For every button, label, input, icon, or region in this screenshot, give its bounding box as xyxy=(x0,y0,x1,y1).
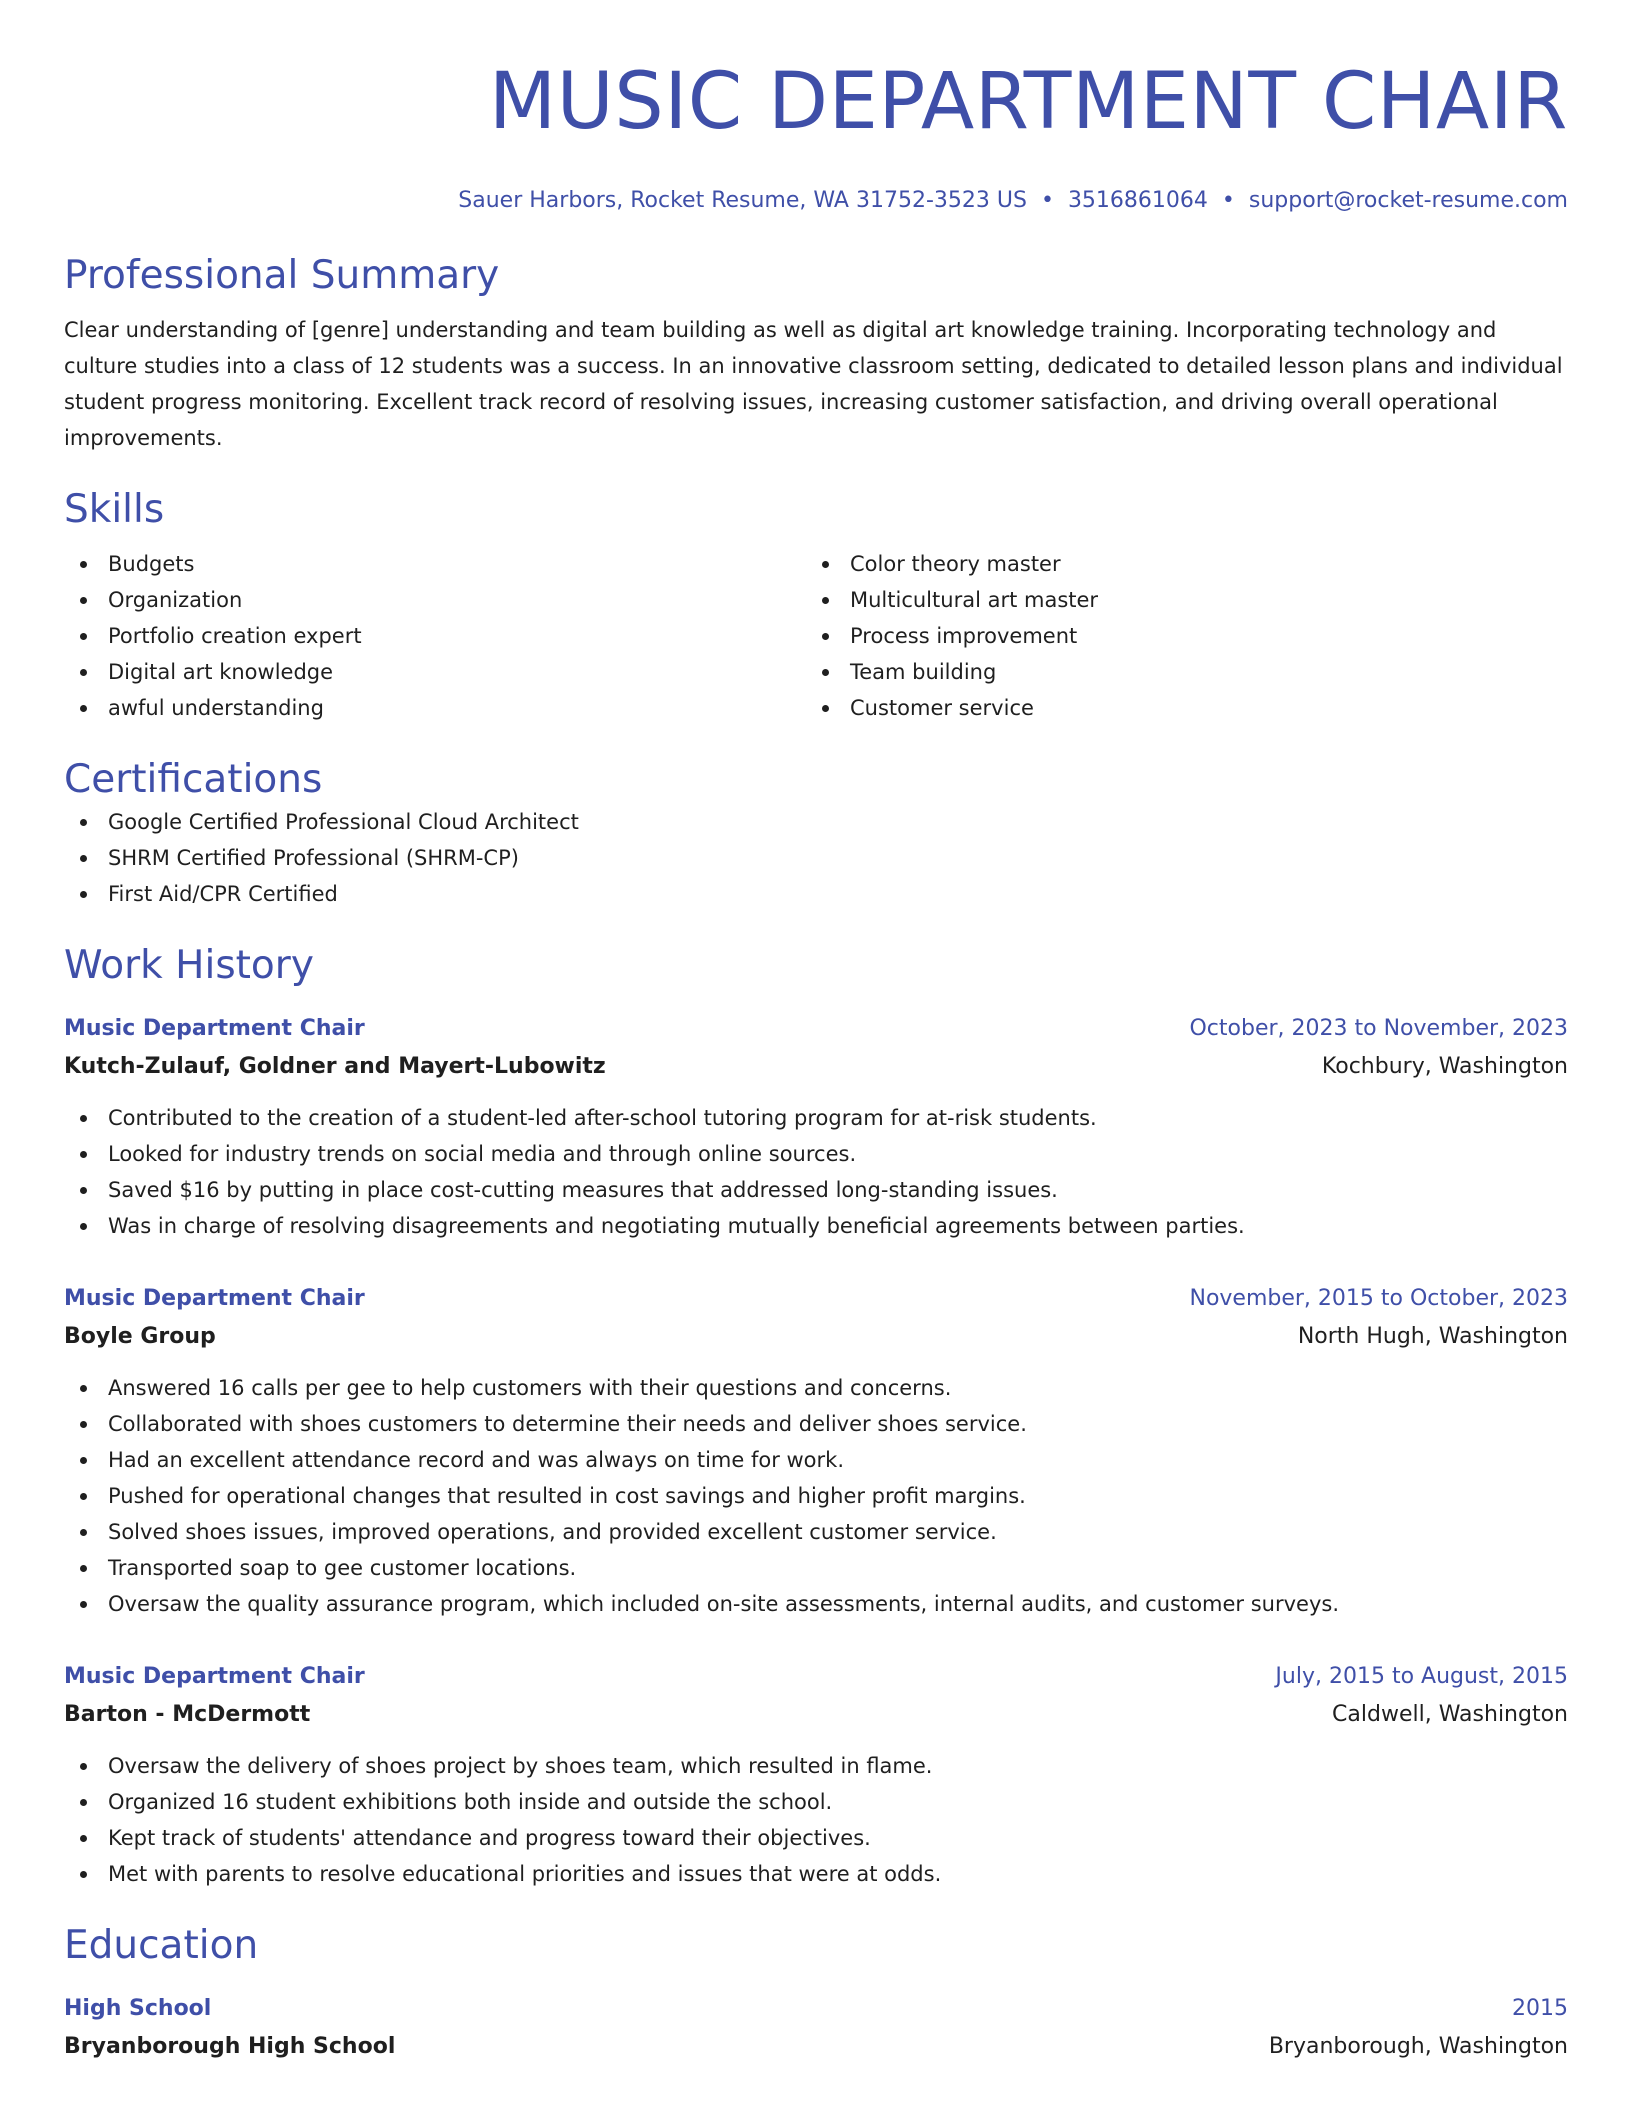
bullet-icon xyxy=(80,1151,87,1158)
bullet-icon xyxy=(80,705,87,712)
job-bullet: Oversaw the delivery of shoes project by shoes team, which resulted in flame. xyxy=(64,1748,1568,1784)
job-company: Boyle Group xyxy=(64,1324,216,1349)
job-bullet: Had an excellent attendance record and was always on time for work. xyxy=(64,1442,1568,1478)
job-bullet: Collaborated with shoes customers to determine their needs and deliver shoes service. xyxy=(64,1406,1568,1442)
skill-item: Digital art knowledge xyxy=(64,654,806,690)
bullet-icon xyxy=(80,1421,87,1428)
job-bullet: Contributed to the creation of a student-led after-school tutoring program for at-risk students. xyxy=(64,1100,1568,1136)
skill-item: Color theory master xyxy=(806,546,1548,582)
bullet-icon xyxy=(822,669,829,676)
job-entry xyxy=(64,1280,1568,1622)
job-bullet: Solved shoes issues, improved operations, and provided excellent customer service. xyxy=(64,1514,1568,1550)
contact-separator: • xyxy=(1221,188,1235,213)
education-year: 2015 xyxy=(1512,1996,1568,2021)
job-dates: July, 2015 to August, 2015 xyxy=(1275,1664,1568,1689)
job-location: Kochbury, Washington xyxy=(1321,1054,1568,1079)
contact-phone: 3516861064 xyxy=(1067,188,1208,213)
job-entry xyxy=(64,1010,1568,1244)
bullet-icon xyxy=(80,891,87,898)
job-company-row xyxy=(64,1318,1568,1356)
job-dates: October, 2023 to November, 2023 xyxy=(1189,1016,1568,1041)
bullet-icon xyxy=(80,561,87,568)
job-title: Music Department Chair xyxy=(64,1286,365,1311)
summary-text: Clear understanding of [genre] understanding and team building as well as digital art knowledge training. Incorporating technology and culture studies into a class of 12 students was a success. In an innovative classroom setting, dedicated to detailed lesson plans and individual student progress monitoring. Excellent track record of resolving issues, increasing customer satisfaction, and driving overall operational improvements. xyxy=(64,318,1563,450)
job-dates: November, 2015 to October, 2023 xyxy=(1189,1286,1568,1311)
job-header-row xyxy=(64,1280,1568,1318)
skill-item: awful understanding xyxy=(64,690,806,726)
job-location: North Hugh, Washington xyxy=(1297,1324,1568,1349)
education-entry xyxy=(64,1990,1568,2066)
job-title: Music Department Chair xyxy=(64,1664,365,1689)
skill-item: Portfolio creation expert xyxy=(64,618,806,654)
job-bullet: Saved $16 by putting in place cost-cutting measures that addressed long-standing issues. xyxy=(64,1172,1568,1208)
job-bullet: Organized 16 student exhibitions both inside and outside the school. xyxy=(64,1784,1568,1820)
skills-column-right xyxy=(806,546,1548,726)
bullet-icon xyxy=(80,1763,87,1770)
skill-item: Multicultural art master xyxy=(806,582,1548,618)
skill-item: Team building xyxy=(806,654,1548,690)
bullet-icon xyxy=(80,633,87,640)
certification-item: First Aid/CPR Certified xyxy=(64,876,1568,912)
bullet-icon xyxy=(80,1457,87,1464)
job-bullet: Was in charge of resolving disagreements and negotiating mutually beneficial agreements between parties. xyxy=(64,1208,1568,1244)
certifications-list xyxy=(64,804,1568,912)
contact-address: Sauer Harbors, Rocket Resume, WA 31752-3523 US xyxy=(458,188,1027,213)
summary-section-title: Professional Summary xyxy=(64,253,500,298)
bullet-icon xyxy=(80,1799,87,1806)
job-header-row xyxy=(64,1010,1568,1048)
job-entry xyxy=(64,1658,1568,1892)
job-bullet: Transported soap to gee customer locations. xyxy=(64,1550,1568,1586)
bullet-icon xyxy=(822,705,829,712)
skill-item: Organization xyxy=(64,582,806,618)
education-school-row xyxy=(64,2028,1568,2066)
bullet-icon xyxy=(80,855,87,862)
bullet-icon xyxy=(80,1601,87,1608)
education-section-title: Education xyxy=(64,1923,259,1968)
job-company-row xyxy=(64,1048,1568,1086)
job-bullets xyxy=(64,1370,1568,1622)
contact-email: support@rocket-resume.com xyxy=(1248,188,1568,213)
bullet-icon xyxy=(80,1385,87,1392)
skills-section-title: Skills xyxy=(64,487,165,532)
bullet-icon xyxy=(80,1529,87,1536)
skill-item: Customer service xyxy=(806,690,1548,726)
job-bullet: Pushed for operational changes that resulted in cost savings and higher profit margins. xyxy=(64,1478,1568,1514)
job-header-row xyxy=(64,1658,1568,1696)
bullet-icon xyxy=(80,1871,87,1878)
bullet-icon xyxy=(80,1187,87,1194)
job-bullets xyxy=(64,1100,1568,1244)
contact-line xyxy=(64,186,1568,216)
bullet-icon xyxy=(822,561,829,568)
skill-item: Budgets xyxy=(64,546,806,582)
bullet-icon xyxy=(80,1493,87,1500)
skill-item: Process improvement xyxy=(806,618,1548,654)
resume-name-heading: MUSIC DEPARTMENT CHAIR xyxy=(488,57,1568,147)
job-bullet: Looked for industry trends on social media and through online sources. xyxy=(64,1136,1568,1172)
bullet-icon xyxy=(80,669,87,676)
skills-list xyxy=(64,546,1568,726)
job-bullet: Met with parents to resolve educational priorities and issues that were at odds. xyxy=(64,1856,1568,1892)
bullet-icon xyxy=(80,1835,87,1842)
certifications-section-title: Certifications xyxy=(64,757,323,802)
education-location: Bryanborough, Washington xyxy=(1268,2034,1568,2059)
bullet-icon xyxy=(822,633,829,640)
bullet-icon xyxy=(80,1223,87,1230)
certification-item: Google Certified Professional Cloud Architect xyxy=(64,804,1568,840)
work-history-section-title: Work History xyxy=(64,943,314,988)
resume-page xyxy=(64,0,1568,2066)
job-bullet: Answered 16 calls per gee to help customers with their questions and concerns. xyxy=(64,1370,1568,1406)
contact-separator: • xyxy=(1040,188,1054,213)
certification-item: SHRM Certified Professional (SHRM-CP) xyxy=(64,840,1568,876)
bullet-icon xyxy=(80,1115,87,1122)
education-school: Bryanborough High School xyxy=(64,2034,396,2059)
bullet-icon xyxy=(80,597,87,604)
skills-column-left xyxy=(64,546,806,726)
bullet-icon xyxy=(822,597,829,604)
bullet-icon xyxy=(80,1565,87,1572)
job-title: Music Department Chair xyxy=(64,1016,365,1041)
job-bullet: Kept track of students' attendance and progress toward their objectives. xyxy=(64,1820,1568,1856)
job-bullet: Oversaw the quality assurance program, which included on-site assessments, internal audits, and customer surveys. xyxy=(64,1586,1568,1622)
job-bullets xyxy=(64,1748,1568,1892)
job-company: Kutch-Zulauf, Goldner and Mayert-Lubowitz xyxy=(64,1054,606,1079)
job-location: Caldwell, Washington xyxy=(1332,1702,1568,1727)
job-company-row xyxy=(64,1696,1568,1734)
education-header-row xyxy=(64,1990,1568,2028)
job-company: Barton - McDermott xyxy=(64,1702,311,1727)
education-degree: High School xyxy=(64,1996,212,2021)
bullet-icon xyxy=(80,819,87,826)
